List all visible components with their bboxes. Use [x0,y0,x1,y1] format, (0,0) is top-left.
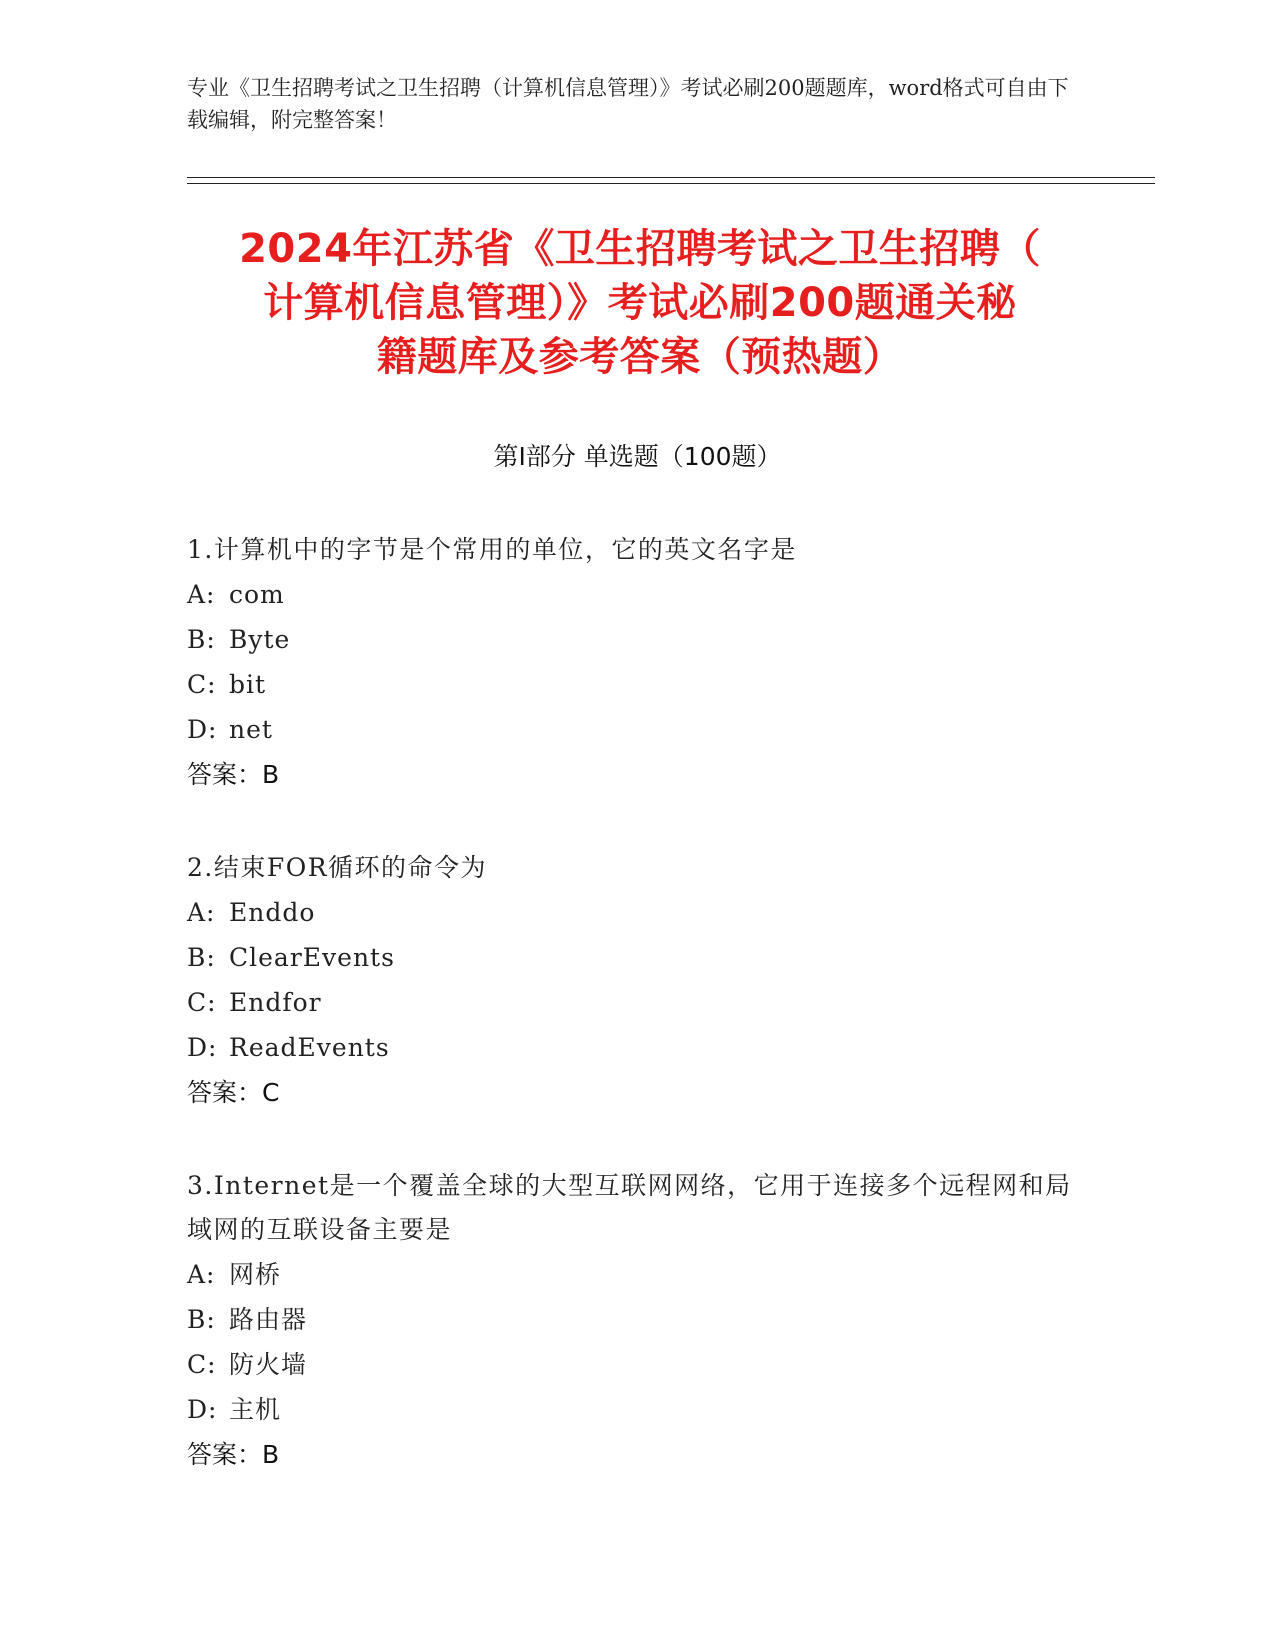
option-a [187,1252,1087,1297]
option-c [187,980,1087,1025]
option-text: ClearEvents [229,943,395,972]
section-title: 第Ⅰ部分 单选题（100题） [493,442,782,471]
option-text: ReadEvents [229,1033,390,1062]
option-letter: D: [187,1395,218,1424]
title-line-3: 籍题库及参考答案（预热题） [376,334,904,380]
option-text: 主机 [229,1395,282,1424]
option-text: Byte [229,625,291,654]
header-divider-bottom [187,183,1155,184]
option-letter: A: [187,1260,216,1289]
option-letter: D: [187,1033,218,1062]
option-letter: C: [187,988,217,1017]
option-letter: B: [187,1305,216,1334]
option-letter: A: [187,580,216,609]
option-b [187,1297,1087,1342]
question-3 [187,1164,1087,1477]
option-b [187,935,1087,980]
option-text: com [229,580,285,609]
option-text: net [229,715,273,744]
option-letter: B: [187,943,216,972]
option-text: Endfor [229,988,322,1017]
option-d [187,1025,1087,1070]
option-text: Enddo [229,898,316,927]
answer-line: 答案：B [187,1440,280,1469]
question-stem: 2.结束FOR循环的命令为 [187,853,488,882]
answer-line: 答案：B [187,760,280,789]
title-line-1: 2024年江苏省《卫生招聘考试之卫生招聘（ [239,226,1041,272]
option-text: bit [229,670,267,699]
question-stem: 1.计算机中的字节是个常用的单位，它的英文名字是 [187,535,797,564]
option-text: 路由器 [229,1305,308,1334]
title-line-2: 计算机信息管理）》考试必刷200题通关秘 [263,280,1017,326]
option-c [187,662,1087,707]
option-b [187,617,1087,662]
option-letter: C: [187,1350,217,1379]
option-d [187,707,1087,752]
option-c [187,1342,1087,1387]
question-stem: 3.Internet是一个覆盖全球的大型互联网网络，它用于连接多个远程网和局域网的互联设备主要是 [187,1171,1072,1244]
question-2 [187,846,1087,1115]
header-note: 专业《卫生招聘考试之卫生招聘（计算机信息管理）》考试必刷200题题库，word格式可自由下载编辑，附完整答案！ [187,76,1069,132]
document-title [180,222,1100,384]
option-letter: A: [187,898,216,927]
option-a [187,572,1087,617]
option-text: 网桥 [229,1260,282,1289]
option-text: 防火墙 [229,1350,308,1379]
answer-line: 答案：C [187,1078,280,1107]
option-letter: B: [187,625,216,654]
option-d [187,1387,1087,1432]
option-a [187,890,1087,935]
question-1 [187,528,1087,797]
header-divider-top [187,177,1155,178]
option-letter: C: [187,670,217,699]
option-letter: D: [187,715,218,744]
